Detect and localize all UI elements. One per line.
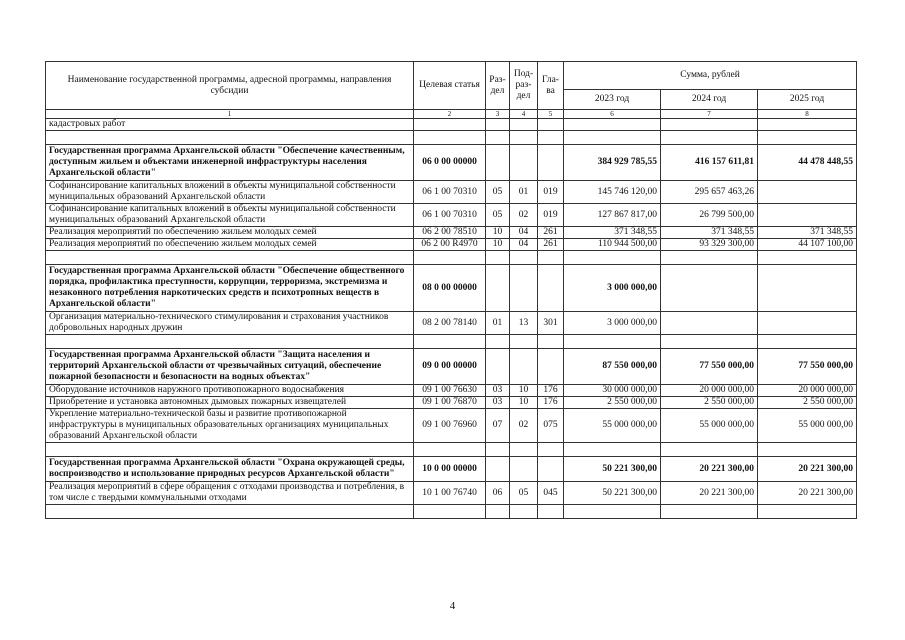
row-section: 07	[486, 409, 510, 443]
row-code: 06 0 00 00000	[414, 145, 486, 181]
row-2024: 416 157 611,81	[661, 145, 758, 181]
colnum: 2	[414, 110, 486, 119]
row-2024: 295 657 463,26	[661, 181, 758, 204]
row-chapter: 075	[538, 409, 564, 443]
row-subsection	[510, 145, 538, 181]
row-chapter: 176	[538, 385, 564, 397]
row-2025: 20 221 300,00	[758, 457, 857, 482]
row-code: 09 0 00 00000	[414, 349, 486, 385]
row-section: 05	[486, 204, 510, 227]
row-2024: 20 221 300,00	[661, 457, 758, 482]
header-2024: 2024 год	[661, 90, 758, 110]
row-2023: 50 221 300,00	[564, 457, 661, 482]
row-chapter: 301	[538, 312, 564, 335]
row-code: 06 2 00 R4970	[414, 239, 486, 251]
row-section	[486, 349, 510, 385]
row-section: 10	[486, 227, 510, 239]
row-name: Софинансирование капитальных вложений в объекты муниципальной собственности муниципальных образований Архангельской области	[46, 181, 414, 204]
row-code: 10 0 00 00000	[414, 457, 486, 482]
row-2025: 44 478 448,55	[758, 145, 857, 181]
row-2025: 55 000 000,00	[758, 409, 857, 443]
row-code: 08 2 00 78140	[414, 312, 486, 335]
row-2023: 30 000 000,00	[564, 385, 661, 397]
table-row	[46, 385, 857, 397]
row-section: 10	[486, 239, 510, 251]
spacer-row	[46, 443, 857, 457]
row-name: кадастровых работ	[46, 119, 414, 131]
row-code: 09 1 00 76870	[414, 397, 486, 409]
row-code	[414, 119, 486, 131]
row-chapter	[538, 145, 564, 181]
row-subsection: 04	[510, 227, 538, 239]
row-name: Приобретение и установка автономных дымовых пожарных извещателей	[46, 397, 414, 409]
row-section	[486, 145, 510, 181]
colnum: 4	[510, 110, 538, 119]
row-name: Реализация мероприятий по обеспечению жильем молодых семей	[46, 227, 414, 239]
spacer-row	[46, 335, 857, 349]
spacer-row	[46, 131, 857, 145]
row-name: Реализация мероприятий по обеспечению жильем молодых семей	[46, 239, 414, 251]
row-subsection: 02	[510, 204, 538, 227]
row-2025	[758, 312, 857, 335]
header-2025: 2025 год	[758, 90, 857, 110]
row-2023	[564, 119, 661, 131]
table-row	[46, 227, 857, 239]
row-chapter: 261	[538, 227, 564, 239]
row-section	[486, 119, 510, 131]
program-row	[46, 457, 857, 482]
row-2023: 371 348,55	[564, 227, 661, 239]
row-code: 10 1 00 76740	[414, 482, 486, 505]
colnum: 6	[564, 110, 661, 119]
row-subsection: 10	[510, 385, 538, 397]
row-chapter: 045	[538, 482, 564, 505]
row-2025: 20 221 300,00	[758, 482, 857, 505]
row-section: 01	[486, 312, 510, 335]
row-section: 03	[486, 397, 510, 409]
header-name: Наименование государственной программы, адресной программы, направления субсидии	[46, 62, 414, 110]
table-row	[46, 119, 857, 131]
row-chapter: 019	[538, 204, 564, 227]
row-chapter: 261	[538, 239, 564, 251]
row-subsection	[510, 119, 538, 131]
header-subsection: Под-раз-дел	[510, 62, 538, 110]
row-2025: 77 550 000,00	[758, 349, 857, 385]
row-name: Организация материально-технического стимулирования и страхования участников добровольных народных дружин	[46, 312, 414, 335]
row-2025: 2 550 000,00	[758, 397, 857, 409]
row-2023: 3 000 000,00	[564, 312, 661, 335]
row-2023: 384 929 785,55	[564, 145, 661, 181]
row-chapter	[538, 119, 564, 131]
program-row	[46, 349, 857, 385]
row-chapter	[538, 457, 564, 482]
row-name: Укрепление материально-технической базы и развитие противопожарной инфраструктуры в муниципальных образовательных организациях муниципальных образований Архангельской области	[46, 409, 414, 443]
row-subsection	[510, 457, 538, 482]
row-2023: 55 000 000,00	[564, 409, 661, 443]
row-2024: 20 221 300,00	[661, 482, 758, 505]
row-code: 09 1 00 76960	[414, 409, 486, 443]
row-name: Софинансирование капитальных вложений в объекты муниципальной собственности муниципальных образований Архангельской области	[46, 204, 414, 227]
row-2024	[661, 312, 758, 335]
colnum: 7	[661, 110, 758, 119]
row-chapter: 019	[538, 181, 564, 204]
row-2024: 77 550 000,00	[661, 349, 758, 385]
column-numbers-row	[46, 110, 857, 119]
row-2024	[661, 119, 758, 131]
row-2024: 20 000 000,00	[661, 385, 758, 397]
row-2024: 371 348,55	[661, 227, 758, 239]
row-2023: 50 221 300,00	[564, 482, 661, 505]
program-row	[46, 265, 857, 312]
program-row	[46, 145, 857, 181]
row-code: 06 1 00 70310	[414, 204, 486, 227]
row-2023: 2 550 000,00	[564, 397, 661, 409]
row-2024: 2 550 000,00	[661, 397, 758, 409]
row-2023: 3 000 000,00	[564, 265, 661, 312]
row-2025: 20 000 000,00	[758, 385, 857, 397]
row-2025	[758, 119, 857, 131]
table-row	[46, 409, 857, 443]
row-name: Реализация мероприятий в сфере обращения с отходами производства и потребления, в том числе с твердыми коммунальными отходами	[46, 482, 414, 505]
row-2024: 55 000 000,00	[661, 409, 758, 443]
row-code: 09 1 00 76630	[414, 385, 486, 397]
row-2023: 145 746 120,00	[564, 181, 661, 204]
spacer-row	[46, 505, 857, 519]
spacer-row	[46, 251, 857, 265]
row-name: Оборудование источников наружного противопожарного водоснабжения	[46, 385, 414, 397]
table-row	[46, 482, 857, 505]
row-section: 06	[486, 482, 510, 505]
row-subsection	[510, 349, 538, 385]
row-subsection: 13	[510, 312, 538, 335]
row-2024: 93 329 300,00	[661, 239, 758, 251]
row-code: 08 0 00 00000	[414, 265, 486, 312]
row-name: Государственная программа Архангельской области "Охрана окружающей среды, воспроизводство и использование природных ресурсов Архангельской области"	[46, 457, 414, 482]
row-2023: 110 944 500,00	[564, 239, 661, 251]
row-section: 03	[486, 385, 510, 397]
row-2024: 26 799 500,00	[661, 204, 758, 227]
row-section	[486, 265, 510, 312]
row-chapter: 176	[538, 397, 564, 409]
row-2023: 87 550 000,00	[564, 349, 661, 385]
table-row	[46, 397, 857, 409]
colnum: 8	[758, 110, 857, 119]
table-row	[46, 239, 857, 251]
colnum: 1	[46, 110, 414, 119]
row-chapter	[538, 349, 564, 385]
row-name: Государственная программа Архангельской области "Защита населения и территорий Архангельской области от чрезвычайных ситуаций, обеспечение пожарной безопасности и безопасности на водных объектах"	[46, 349, 414, 385]
colnum: 3	[486, 110, 510, 119]
row-2025	[758, 204, 857, 227]
header-section: Раз-дел	[486, 62, 510, 110]
row-2023: 127 867 817,00	[564, 204, 661, 227]
table-row	[46, 181, 857, 204]
row-name: Государственная программа Архангельской области "Обеспечение общественного порядка, профилактика преступности, коррупции, терроризма, экстремизма и незаконного потребления наркотических средств и психотропных веществ в Архангельской области"	[46, 265, 414, 312]
row-subsection	[510, 265, 538, 312]
header-target: Целевая статья	[414, 62, 486, 110]
row-chapter	[538, 265, 564, 312]
row-section: 05	[486, 181, 510, 204]
row-name: Государственная программа Архангельской области "Обеспечение качественным, доступным жильем и объектами инженерной инфраструктуры населения Архангельской области"	[46, 145, 414, 181]
header-sum: Сумма, рублей	[564, 62, 857, 90]
table-row	[46, 204, 857, 227]
row-2025: 371 348,55	[758, 227, 857, 239]
header-chapter: Гла-ва	[538, 62, 564, 110]
row-2025	[758, 181, 857, 204]
row-section	[486, 457, 510, 482]
row-code: 06 2 00 78510	[414, 227, 486, 239]
row-2025	[758, 265, 857, 312]
row-subsection: 04	[510, 239, 538, 251]
page-number: 4	[449, 600, 456, 612]
row-subsection: 10	[510, 397, 538, 409]
row-subsection: 05	[510, 482, 538, 505]
row-2024	[661, 265, 758, 312]
table-row	[46, 312, 857, 335]
row-code: 06 1 00 70310	[414, 181, 486, 204]
colnum: 5	[538, 110, 564, 119]
row-subsection: 02	[510, 409, 538, 443]
budget-table	[45, 61, 857, 519]
row-2025: 44 107 100,00	[758, 239, 857, 251]
row-subsection: 01	[510, 181, 538, 204]
header-2023: 2023 год	[564, 90, 661, 110]
